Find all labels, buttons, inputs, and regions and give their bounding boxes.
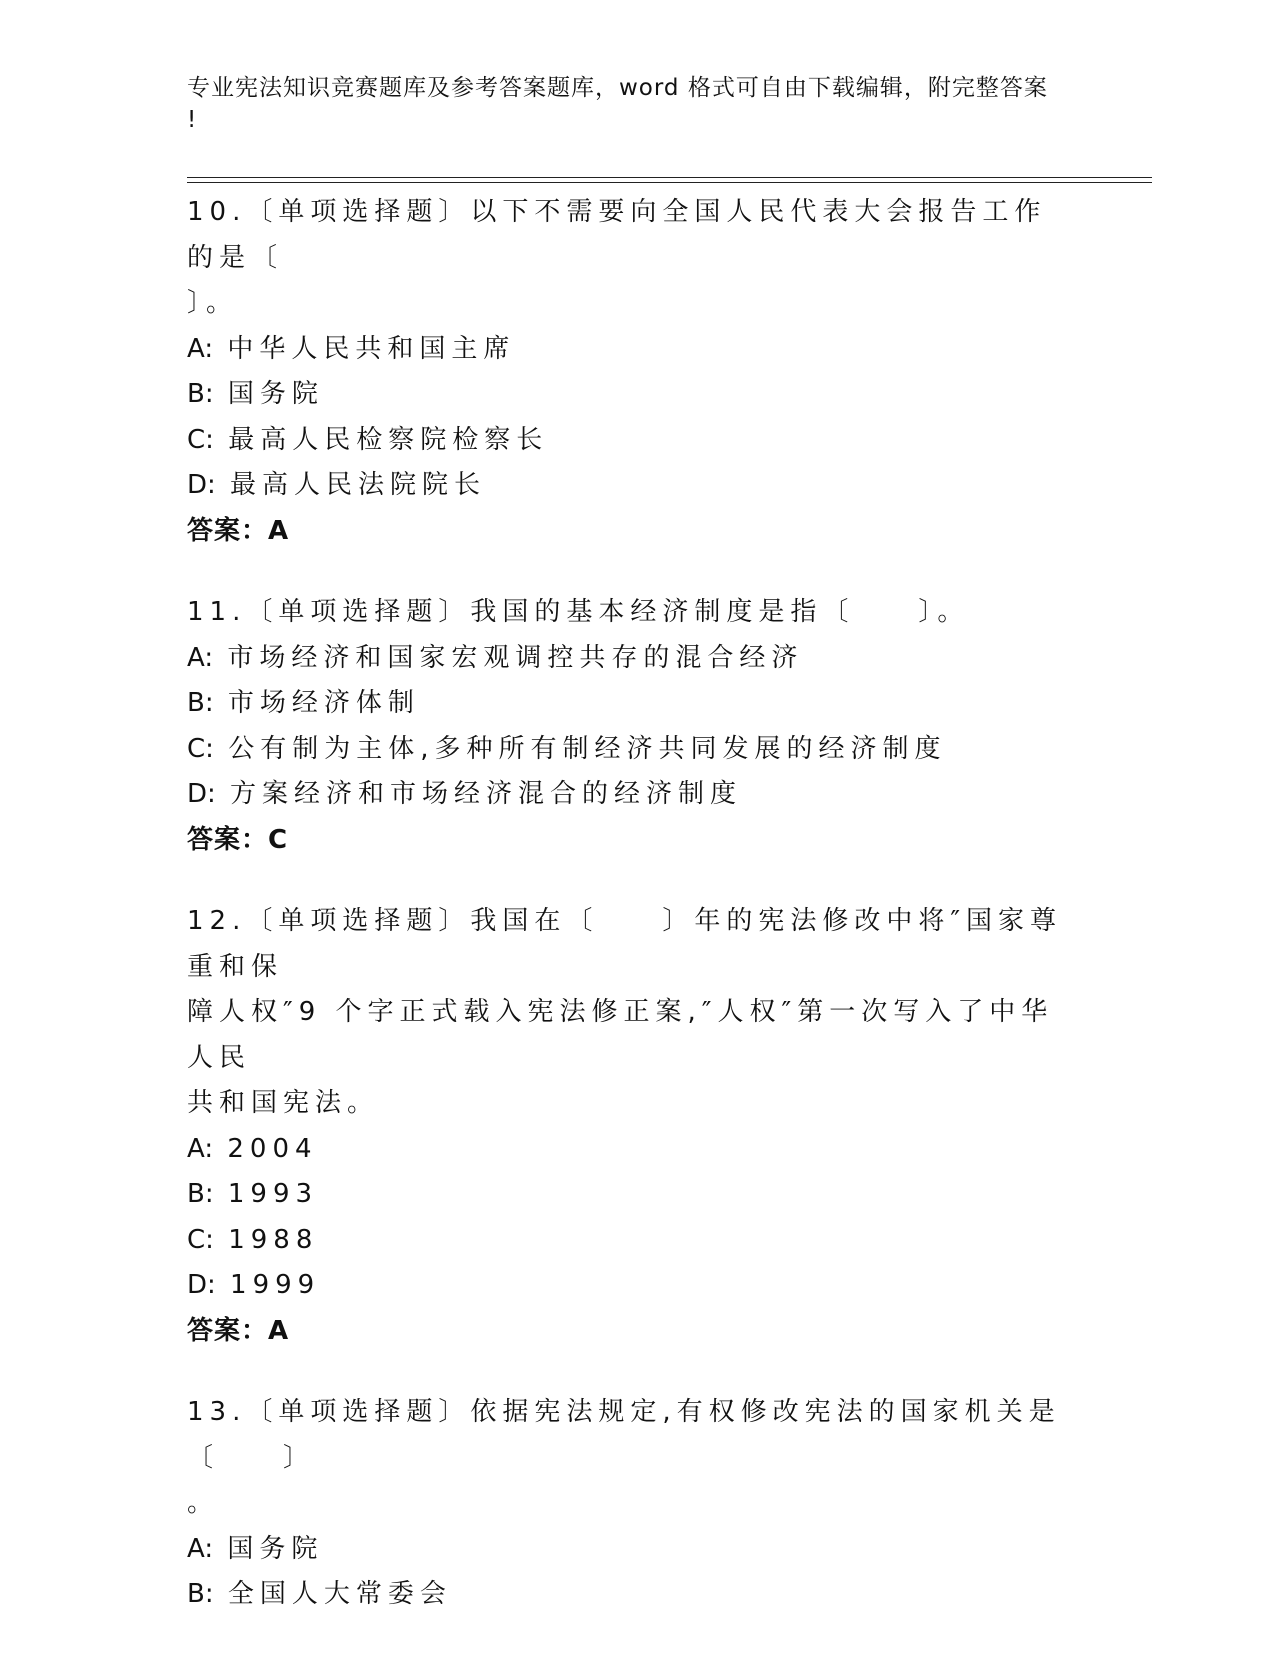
option-letter: B: — [187, 379, 214, 409]
option-text: 市场经济体制 — [227, 688, 420, 718]
question-text-line: 12.〔单项选择题〕我国在〔 〕年的宪法修改中将″国家尊重和保 — [187, 906, 1063, 982]
question-12 — [187, 899, 1067, 1354]
option-a — [187, 1127, 1067, 1173]
question-11 — [187, 590, 1067, 863]
option-c — [187, 727, 1067, 773]
question-list — [187, 190, 1067, 1654]
question-13 — [187, 1390, 1067, 1618]
option-d — [187, 463, 1067, 509]
question-text-line: 共和国宪法。 — [187, 1088, 380, 1118]
question-text-line: 。 — [187, 1488, 220, 1518]
option-text: 公有制为主体,多种所有制经济共同发展的经济制度 — [228, 733, 947, 764]
document-header — [187, 72, 1067, 136]
question-text-line: 〕。 — [187, 288, 239, 318]
option-a — [187, 636, 1067, 682]
option-a — [187, 327, 1067, 373]
option-text: 1999 — [230, 1270, 321, 1300]
option-letter: C: — [187, 424, 214, 455]
option-d — [187, 1263, 1067, 1309]
question-10 — [187, 190, 1067, 554]
option-b — [187, 681, 1067, 727]
option-letter: D: — [187, 779, 216, 809]
option-letter: C: — [187, 1224, 214, 1255]
question-text-line: 障人权″9 个字正式载入宪法修正案,″人权″第一次写入了中华人民 — [187, 997, 1054, 1073]
option-b — [187, 1572, 1067, 1618]
question-text-line: 10.〔单项选择题〕以下不需要向全国人民代表大会报告工作的是〔 — [187, 197, 1047, 273]
option-text: 方案经济和市场经济混合的经济制度 — [230, 779, 743, 809]
option-text: 最高人民法院院长 — [230, 470, 487, 500]
option-letter: B: — [187, 1579, 214, 1609]
option-letter: A: — [187, 1133, 214, 1164]
answer-label: 答案：C — [187, 824, 289, 855]
option-text: 1988 — [228, 1224, 319, 1255]
option-text: 国务院 — [227, 379, 324, 409]
answer-label: 答案：A — [187, 515, 290, 546]
option-text: 1993 — [227, 1179, 319, 1209]
option-b — [187, 372, 1067, 418]
option-letter: D: — [187, 470, 216, 500]
option-text: 全国人大常委会 — [227, 1579, 452, 1609]
header-line-1: 专业宪法知识竞赛题库及参考答案题库，word 格式可自由下载编辑，附完整答案 — [187, 75, 1048, 101]
option-letter: B: — [187, 688, 214, 718]
question-text-line: 13.〔单项选择题〕依据宪法规定,有权修改宪法的国家机关是〔 〕 — [187, 1397, 1061, 1473]
option-b — [187, 1172, 1067, 1218]
option-text: 最高人民检察院检察长 — [228, 424, 549, 455]
option-letter: C: — [187, 733, 214, 764]
option-a — [187, 1527, 1067, 1573]
option-c — [187, 1218, 1067, 1264]
option-text: 2004 — [227, 1133, 318, 1164]
header-line-2: ! — [187, 107, 198, 133]
option-text: 市场经济和国家宏观调控共存的混合经济 — [227, 642, 804, 673]
option-text: 国务院 — [227, 1533, 324, 1564]
option-c — [187, 418, 1067, 464]
answer-label: 答案：A — [187, 1315, 290, 1346]
header-divider-top — [187, 177, 1152, 178]
option-letter: B: — [187, 1179, 214, 1209]
option-letter: A: — [187, 1533, 214, 1564]
question-text-line: 11.〔单项选择题〕我国的基本经济制度是指〔 〕。 — [187, 597, 970, 627]
option-letter: A: — [187, 642, 214, 673]
option-letter: D: — [187, 1270, 216, 1300]
header-divider-bottom — [187, 182, 1152, 183]
option-text: 中华人民共和国主席 — [227, 333, 516, 364]
option-d — [187, 772, 1067, 818]
option-letter: A: — [187, 333, 214, 364]
